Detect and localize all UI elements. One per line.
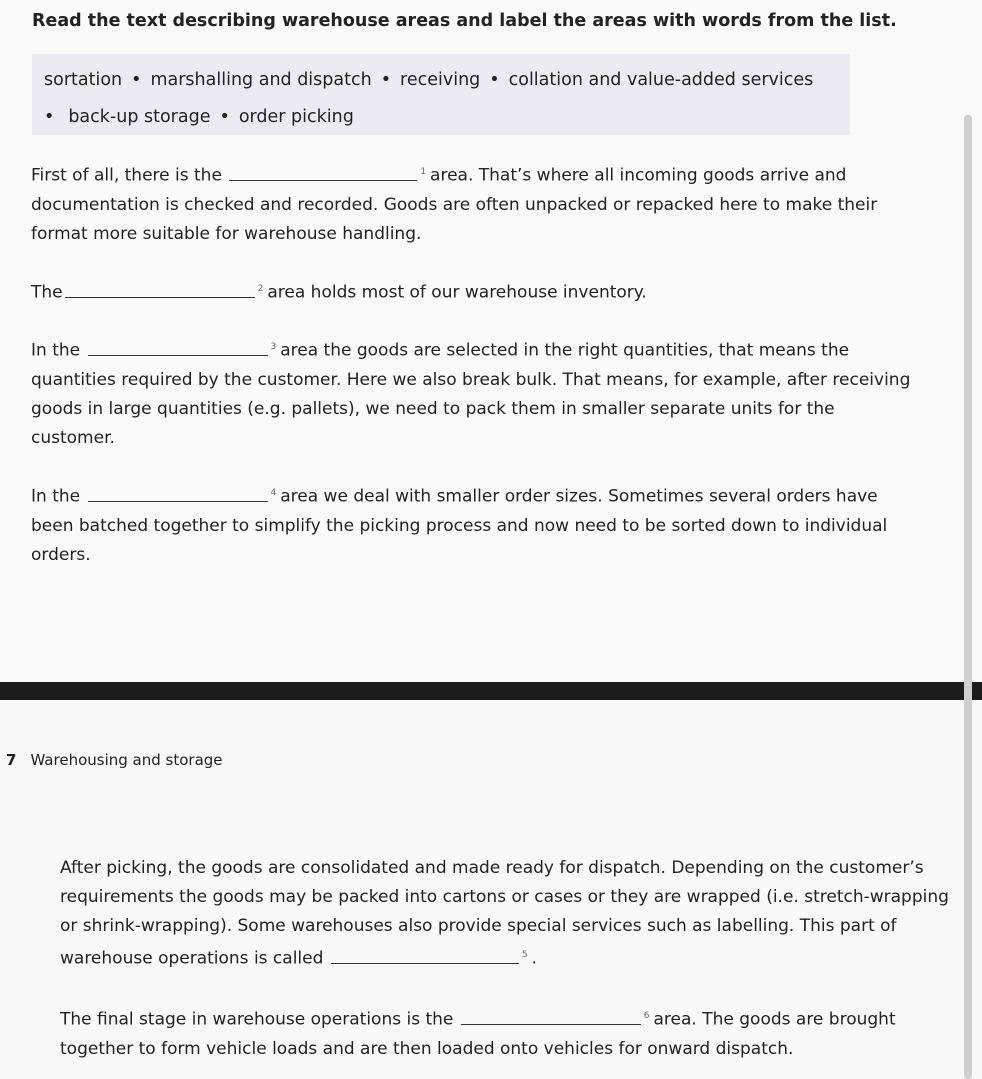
- blank-number-1: 1: [420, 167, 427, 177]
- answer-blank-2[interactable]: [65, 281, 255, 298]
- p6-text-before: The final stage in warehouse operations is the: [60, 1009, 454, 1030]
- word-marshalling-and-dispatch: marshalling and dispatch: [150, 70, 372, 90]
- answer-blank-5[interactable]: [331, 947, 519, 964]
- blank-number-3: 3: [270, 342, 277, 352]
- p3-text-after: area the goods are selected in the right quantities, that means the quantities required by the customer. Here we also break bulk. That means, for example, after receiving goods in large quantities (e.g. pallets), we need to pack them in smaller separate units for the customer.: [31, 340, 911, 448]
- word-list-row-2: [44, 99, 850, 136]
- exercise-heading: Read the text describing warehouse areas and label the areas with words from the list.: [32, 11, 897, 31]
- bullet-icon: •: [380, 70, 392, 90]
- bullet-icon: •: [489, 70, 500, 90]
- word-list-box: [32, 54, 850, 135]
- p6-text-after: area. The goods are brought together to form vehicle loads and are then loaded onto vehicles for onward dispatch.: [60, 1009, 896, 1059]
- paragraph-4: [31, 479, 891, 570]
- answer-blank-3[interactable]: [88, 339, 268, 356]
- p5-text-before: After picking, the goods are consolidated and made ready for dispatch. Depending on the customer’s requirements the goods may be packed into cartons or cases or they are wrapped (i.e. stretch-wrapping or shrink-wrapping). Some warehouses also provide special services such as labelling. This part of warehouse operations is called: [60, 858, 949, 969]
- paragraph-6: [60, 1002, 940, 1064]
- bullet-icon: •: [44, 107, 55, 127]
- word-list-row-1: [44, 62, 850, 99]
- blank-number-4: 4: [270, 488, 277, 498]
- section-number: 7: [6, 751, 17, 769]
- paragraph-5: [60, 854, 950, 974]
- p4-text-before: In the: [31, 486, 81, 507]
- p3-text-before: In the: [31, 340, 81, 361]
- p4-text-after: area we deal with smaller order sizes. Sometimes several orders have been batched together to simplify the picking process and now need to be sorted down to individual orders.: [31, 486, 888, 565]
- p2-text-before: The: [31, 282, 63, 303]
- bullet-icon: •: [219, 107, 230, 127]
- paragraph-2: [31, 275, 931, 308]
- p5-text-after: .: [531, 948, 537, 969]
- p1-text-after: area. That’s where all incoming goods arrive and documentation is checked and recorded. Goods are often unpacked or repacked here to make their format more suitable for warehouse handling.: [31, 165, 878, 244]
- word-back-up-storage: back-up storage: [68, 107, 211, 127]
- p2-text-after: area holds most of our warehouse inventory.: [267, 282, 647, 303]
- blank-number-2: 2: [257, 284, 264, 294]
- blank-number-5: 5: [521, 950, 528, 960]
- answer-blank-1[interactable]: [229, 164, 417, 181]
- word-order-picking: order picking: [238, 107, 354, 127]
- answer-blank-4[interactable]: [88, 485, 268, 502]
- word-collation-value-added: collation and value-added services: [508, 70, 814, 90]
- paragraph-1: [31, 158, 911, 249]
- word-receiving: receiving: [400, 70, 481, 90]
- section-header: [0, 751, 223, 769]
- answer-blank-6[interactable]: [461, 1008, 641, 1025]
- section-title: Warehousing and storage: [30, 751, 223, 769]
- scrollbar[interactable]: [964, 115, 972, 1079]
- bullet-icon: •: [131, 70, 142, 90]
- p1-text-before: First of all, there is the: [31, 165, 222, 186]
- word-sortation: sortation: [44, 70, 123, 90]
- page-divider: [0, 682, 982, 700]
- paragraph-3: [31, 333, 921, 453]
- blank-number-6: 6: [643, 1011, 650, 1021]
